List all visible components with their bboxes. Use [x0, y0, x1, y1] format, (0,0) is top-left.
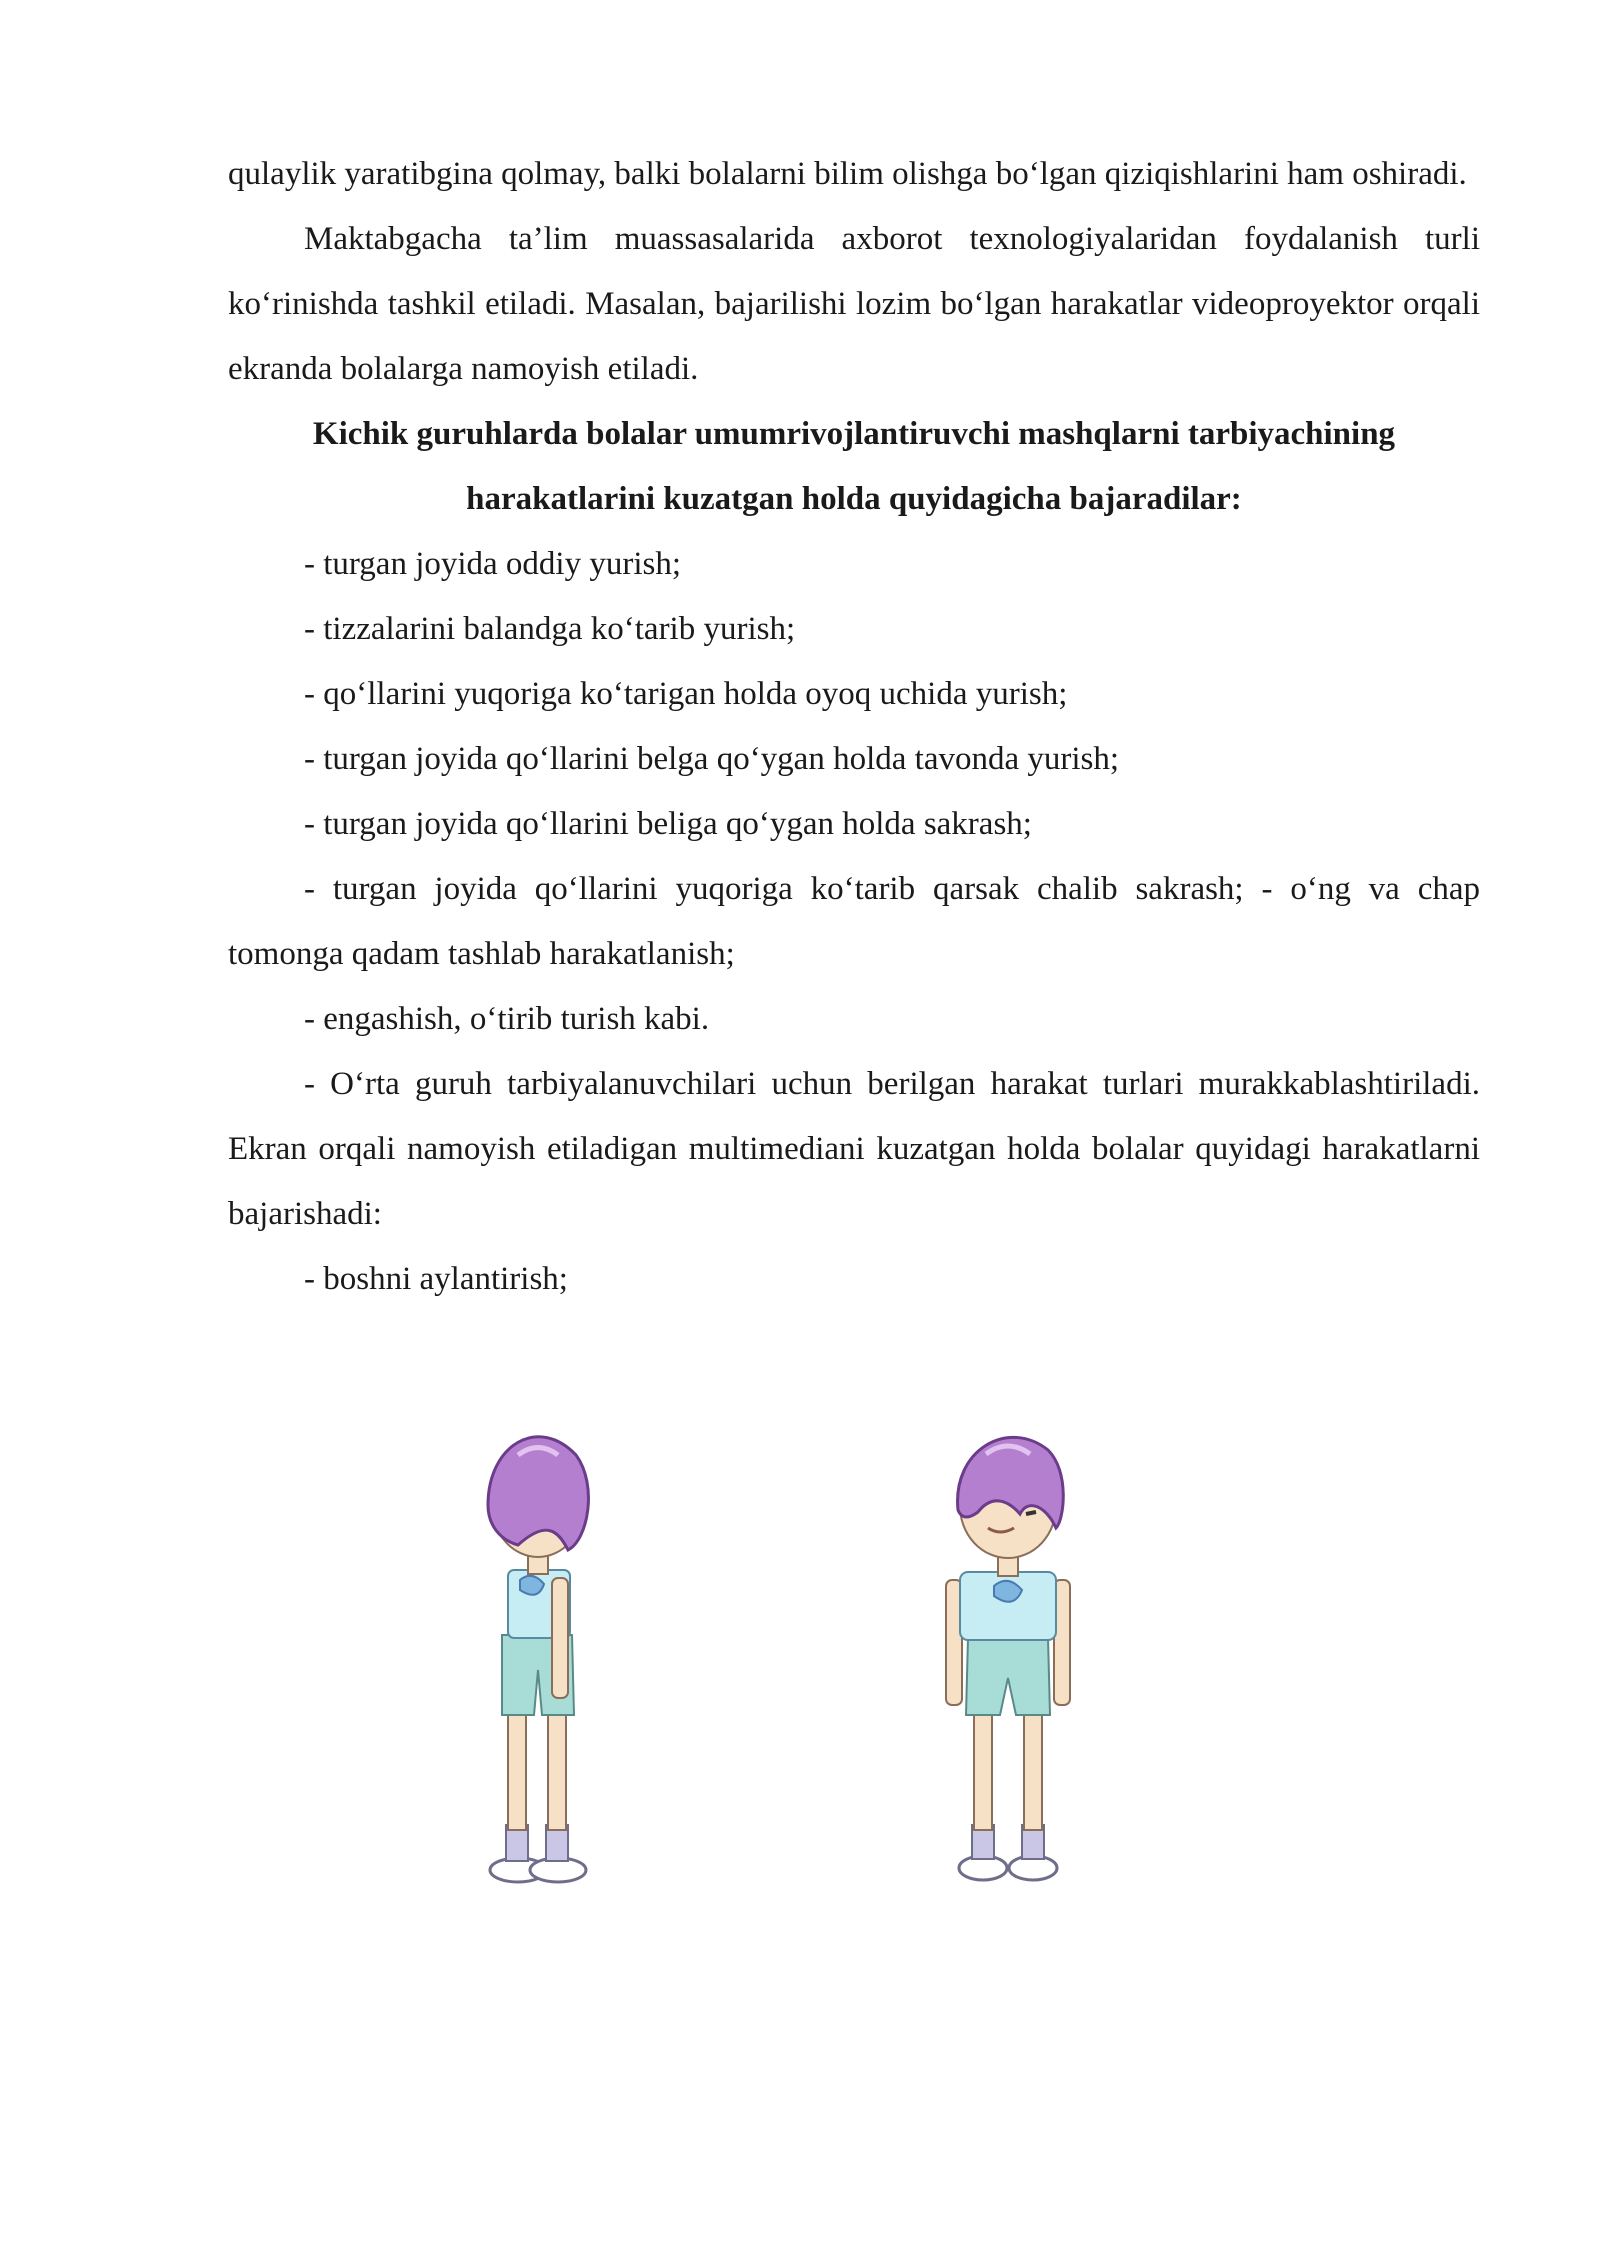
- paragraph-2: Maktabgacha ta’lim muassasalarida axborot texnologiyalaridan foydalanish turli ko‘rinishda tashkil etiladi. Masalan, bajarilishi lozim bo‘lgan harakatlar videoproyektor orqali ekranda bolalarga namoyish etiladi.: [228, 221, 1480, 387]
- list-item: - turgan joyida qo‘llarini beliga qo‘ygan holda sakrash;: [304, 806, 1032, 842]
- child-side-view-figure: [458, 1410, 628, 1890]
- list-item-wrapped: - turgan joyida qo‘llarini yuqoriga ko‘tarib qarsak chalib sakrash; - o‘ng va chap tomonga qadam tashlab harakatlanish;: [228, 871, 1480, 972]
- list-item: - turgan joyida oddiy yurish;: [304, 546, 682, 582]
- section-heading-line-2: harakatlarini kuzatgan holda quyidagicha bajaradilar:: [466, 481, 1242, 517]
- list-item: - qo‘llarini yuqoriga ko‘tarigan holda oyoq uchida yurish;: [304, 676, 1068, 712]
- illustration-area: [0, 1400, 1600, 1900]
- list-item: - tizzalarini balandga ko‘tarib yurish;: [304, 611, 796, 647]
- list-item: - turgan joyida qo‘llarini belga qo‘ygan holda tavonda yurish;: [304, 741, 1120, 777]
- list-item-wrapped: - O‘rta guruh tarbiyalanuvchilari uchun berilgan harakat turlari murakkablashtiriladi. Ekran orqali namoyish etiladigan multimediani kuzatgan holda bolalar quyidagi harakatlarni bajarishadi:: [228, 1066, 1480, 1232]
- child-front-view-figure: [928, 1410, 1088, 1890]
- list-item: - boshni aylantirish;: [304, 1261, 568, 1297]
- text-body: [228, 142, 1480, 1312]
- section-heading-line-1: Kichik guruhlarda bolalar umumrivojlantiruvchi mashqlarni tarbiyachining: [312, 416, 1396, 452]
- paragraph-1: qulaylik yaratibgina qolmay, balki bolalarni bilim olishga bo‘lgan qiziqishlarini ham oshiradi.: [228, 156, 1467, 192]
- list-item: - engashish, o‘tirib turish kabi.: [304, 1001, 710, 1037]
